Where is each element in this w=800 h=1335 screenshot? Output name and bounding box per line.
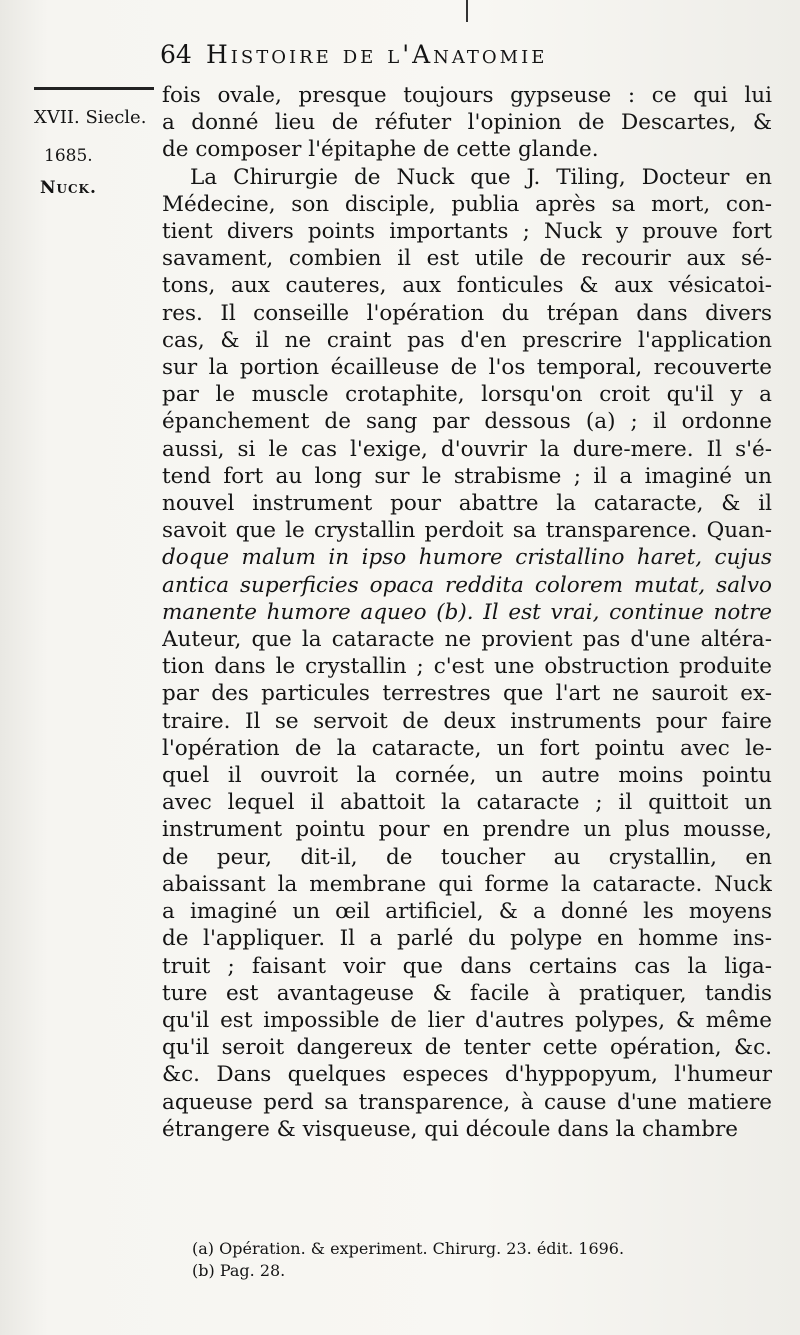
text-line: aussi, si le cas l'exige, d'ouvrir la dure-mere. Il s'é- [162,436,772,462]
text-line: de l'appliquer. Il a parlé du polype en homme ins- [162,926,772,952]
text-line: avec lequel il abattoit la cataracte ; il quittoit un [162,790,772,816]
text-line: l'opération de la cataracte, un fort pointu avec le- [162,735,772,761]
text-line: Auteur, que la cataracte ne provient pas d'une altéra- [162,627,772,653]
text-line: res. Il conseille l'opération du trépan dans divers [162,300,772,326]
text-line: manente humore aqueo (b). Il est vrai, continue notre [162,599,772,625]
text-line: cas, & il ne craint pas d'en prescrire l'application [162,327,772,353]
text-line: instrument pointu pour en prendre un plus mousse, [162,817,772,843]
margin-note-year: 1685. [44,146,93,166]
text-line: par des particules terrestres que l'art ne sauroit ex- [162,681,772,707]
text-line: savament, combien il est utile de recourir aux sé- [162,246,772,272]
text-line: tion dans le crystallin ; c'est une obstruction produite [162,654,772,680]
text-line: a donné lieu de réfuter l'opinion de Descartes, & [162,110,772,136]
text-line: &c. Dans quelques especes d'hyppopyum, l'humeur [162,1062,772,1088]
text-line: savoit que le crystallin perdoit sa transparence. Quan- [162,518,772,544]
text-line: tient divers points importants ; Nuck y prouve fort [162,219,772,245]
footnote: (b) Pag. 28. [192,1261,286,1280]
text-line: épanchement de sang par dessous (a) ; il ordonne [162,409,772,435]
text-line: doque malum in ipso humore cristallino haret, cujus [162,545,772,571]
text-line: de peur, dit-il, de toucher au crystallin, en [162,844,772,870]
text-line: fois ovale, presque toujours gypseuse : ce qui lui [162,83,772,108]
margin-note-century: XVII. Siecle. [34,107,147,128]
text-line: traire. Il se servoit de deux instruments pour faire [162,708,772,734]
text-line: qu'il est impossible de lier d'autres polypes, & même [162,1007,772,1033]
text-line: étrangere & visqueuse, qui découle dans la chambre [162,1116,739,1142]
text-line: tons, aux cauteres, aux fonticules & aux vésicatoi- [162,273,772,299]
text-line: a imaginé un œil artificiel, & a donné les moyens [162,899,772,925]
text-line: par le muscle crotaphite, lorsqu'on croit qu'il y a [162,382,772,408]
margin-rule [34,87,154,90]
text-line: truit ; faisant voir que dans certains cas la liga- [162,953,772,979]
page-edge-mark [466,0,468,22]
page-number: 64 [160,40,192,69]
text-line: tend fort au long sur le strabisme ; il a imaginé un [162,463,772,489]
text-line: Médecine, son disciple, publia après sa mort, con- [162,191,772,217]
text-line: antica superficies opaca reddita colorem mutat, salvo [162,572,772,598]
text-line: de composer l'épitaphe de cette glande. [162,137,599,163]
text-line: ture est avantageuse & facile à pratiquer, tandis [162,980,772,1006]
text-line: La Chirurgie de Nuck que J. Tiling, Docteur en [190,164,772,190]
text-line: abaissant la membrane qui forme la cataracte. Nuck [162,871,772,897]
footnote: (a) Opération. & experiment. Chirurg. 23. édit. 1696. [192,1239,625,1258]
text-line: aqueuse perd sa transparence, à cause d'une matiere [162,1089,772,1115]
text-line: sur la portion écailleuse de l'os temporal, recouverte [162,355,772,381]
text-line: nouvel instrument pour abattre la cataracte, & il [162,491,772,517]
body-text [162,82,772,1143]
running-head-title: Histoire de l'Anatomie [206,40,548,69]
text-line: quel il ouvroit la cornée, un autre moins pointu [162,763,772,789]
margin-note-author: Nuck. [40,178,97,198]
running-head [160,40,790,80]
text-line: qu'il seroit dangereux de tenter cette opération, &c. [162,1035,772,1061]
footnotes [192,1238,752,1282]
